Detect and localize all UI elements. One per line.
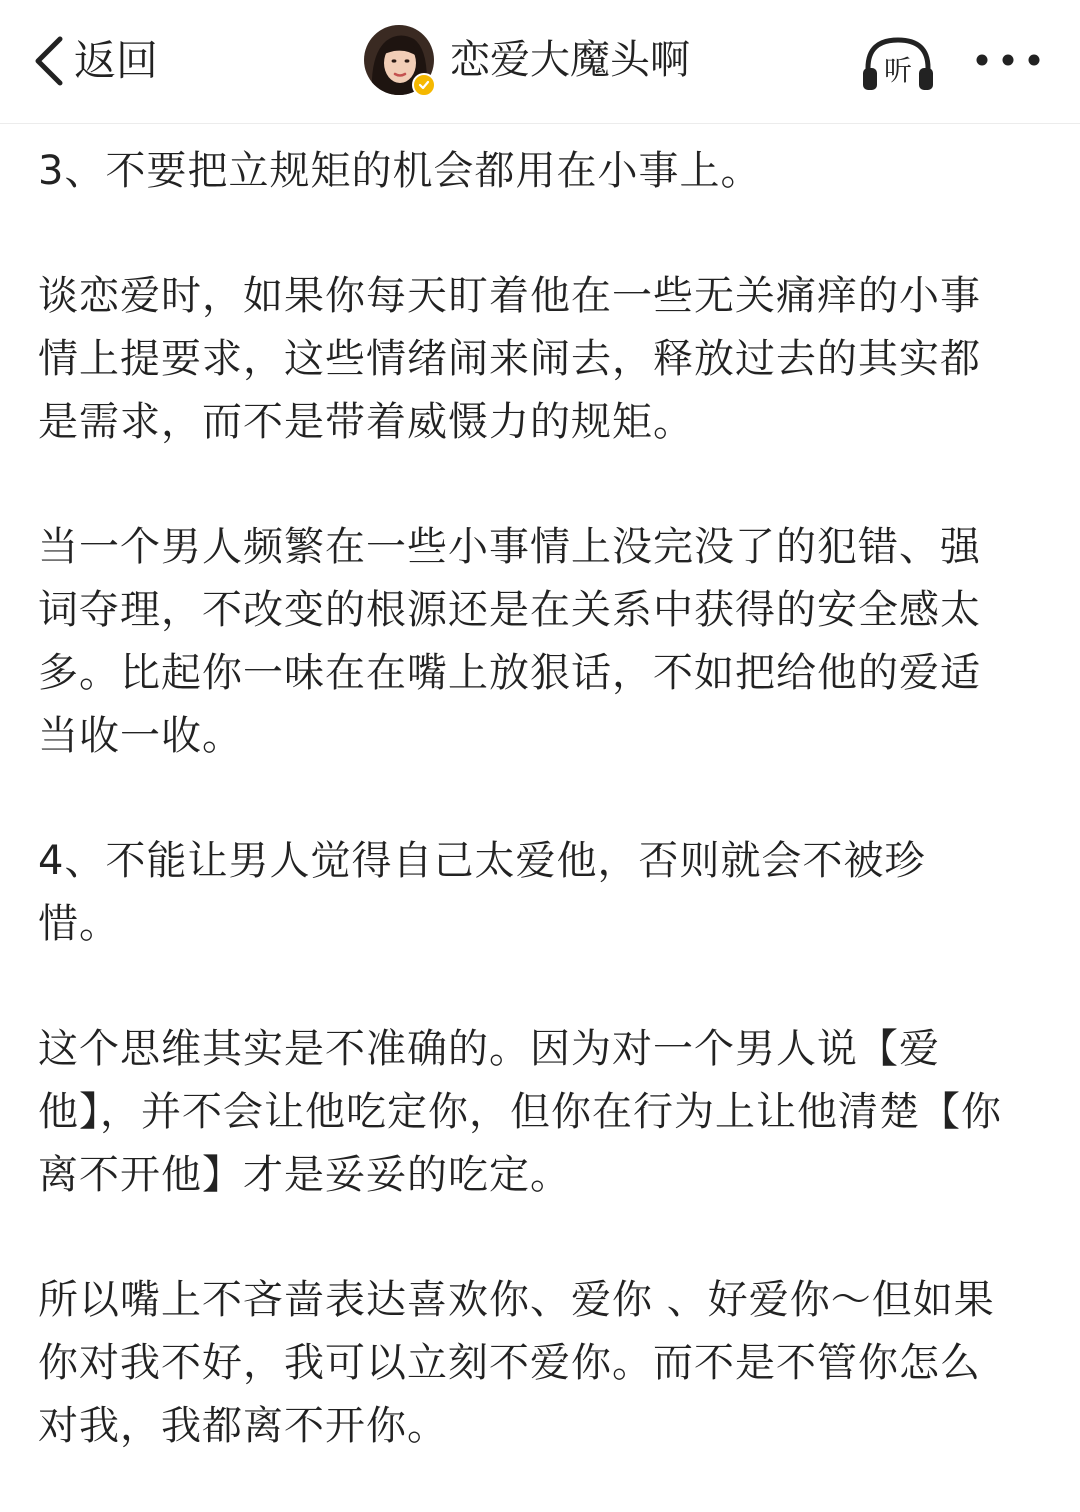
chevron-left-icon [30, 31, 70, 91]
article-paragraph-2: 谈恋爱时，如果你每天盯着他在一些无关痛痒的小事 情上提要求，这些情绪闹来闹去，释放过去的其实都 是需求，而不是带着威慑力的规矩。 [38, 273, 981, 445]
more-button[interactable] [970, 40, 1046, 80]
article-body [38, 140, 1038, 1458]
article-paragraph-5: 这个思维其实是不准确的。因为对一个男人说【爱 他】，并不会让他吃定你，但你在行为上让他清楚【你 离不开他】才是妥妥的吃定。 [38, 1026, 1002, 1198]
verified-badge-icon [412, 73, 436, 97]
author-profile[interactable] [364, 24, 690, 96]
headphones-icon [858, 30, 938, 94]
more-dots-icon [970, 40, 1046, 80]
avatar-container[interactable] [364, 25, 434, 95]
back-label: 返回 [74, 36, 159, 85]
top-nav-bar [0, 0, 1080, 124]
listen-label: 听 [883, 54, 913, 87]
author-username[interactable]: 恋爱大魔头啊 [450, 37, 690, 83]
article-paragraph-3: 当一个男人频繁在一些小事情上没完没了的犯错、强 词夺理，不改变的根源还是在关系中获得的安全感太 多。比起你一味在在嘴上放狠话，不如把给他的爱适 当收一收。 [38, 524, 981, 759]
article-paragraph-6: 所以嘴上不吝啬表达喜欢你、爱你 、好爱你～但如果 你对我不好，我可以立刻不爱你。而不是不管你怎么 对我，我都离不开你。 [38, 1277, 995, 1449]
back-button[interactable] [30, 28, 158, 94]
article-paragraph-1: 3、不要把立规矩的机会都用在小事上。 [38, 148, 762, 194]
listen-button[interactable] [858, 30, 938, 94]
article-paragraph-4: 4、不能让男人觉得自己太爱他，否则就会不被珍 惜。 [38, 838, 926, 947]
